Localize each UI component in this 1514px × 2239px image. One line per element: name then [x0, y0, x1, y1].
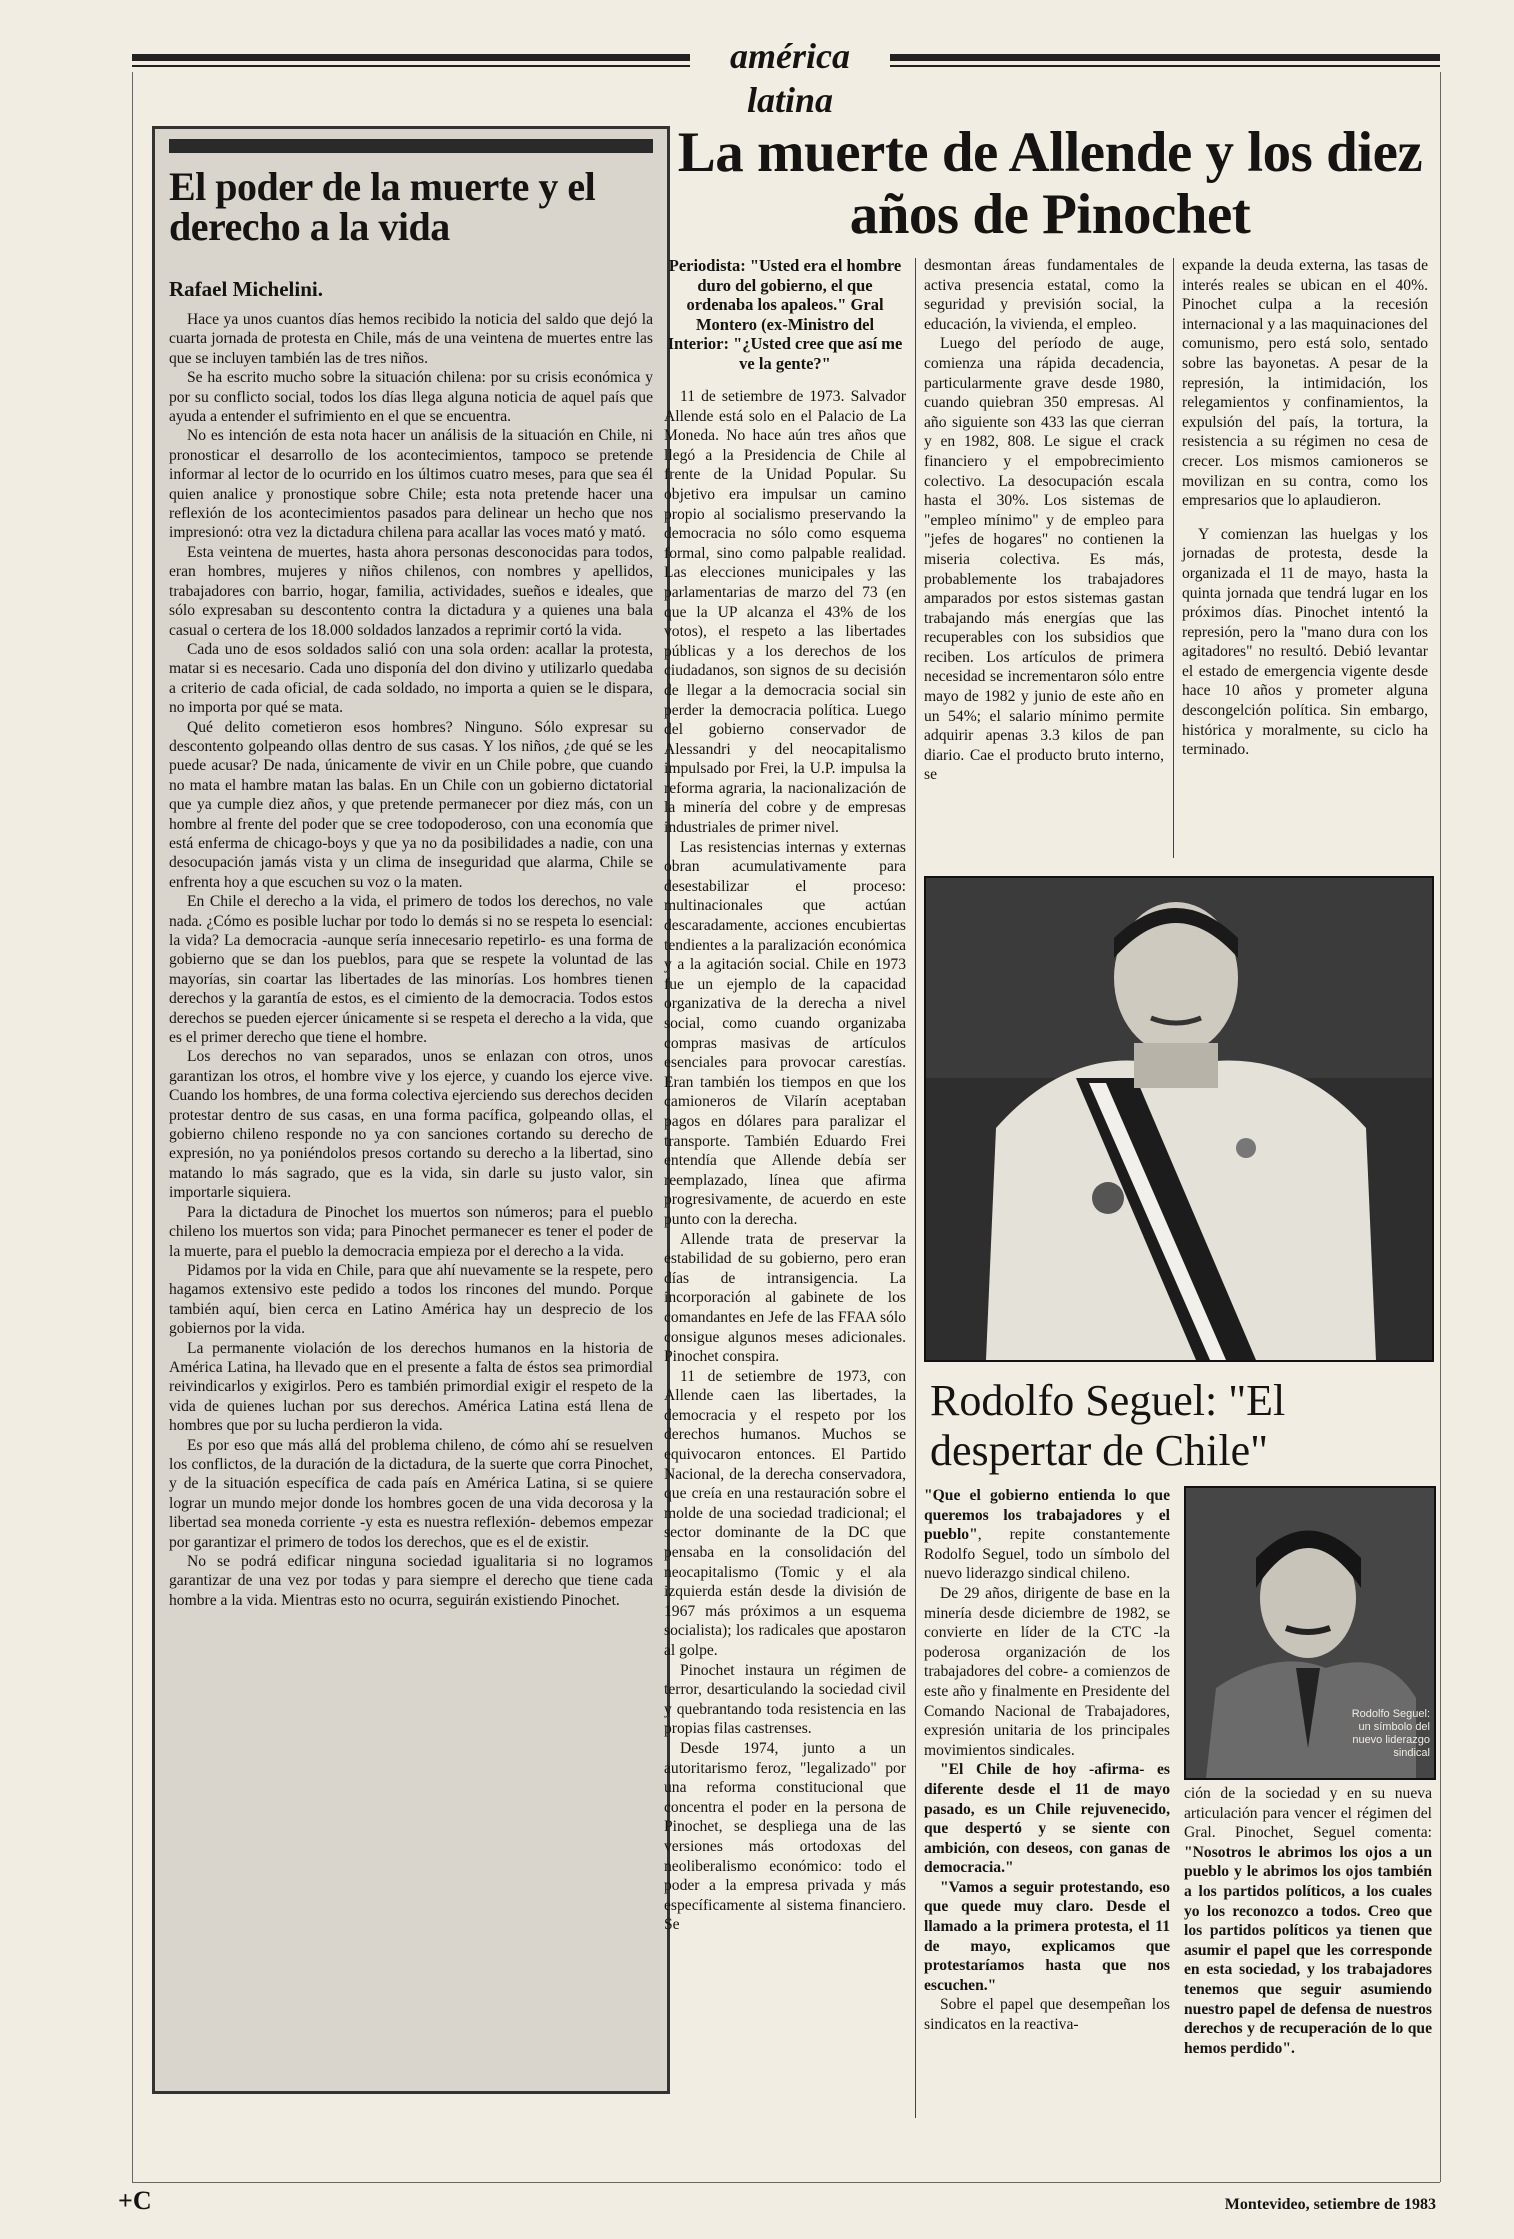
left-article-title: El poder de la muerte y el derecho a la vida — [169, 164, 596, 249]
main-paragraph: 11 de setiembre de 1973. Salvador Allende está solo en el Palacio de La Moneda. No hace aún tres años que llegó a la Presidencia de Chile al frente de la Unidad Popular. Su objetivo era impulsar un camino propio al socialismo preservando la democracia no sólo como esquema formal, sino como palpable realidad. Las elecciones municipales y las parlamentarias de marzo del 73 (en que la UP alcanza el 43% de los votos), el respeto a las libertades públicas y a los derechos de los ciudadanos, son signos de su decisión de llegar a la democracia social sin perder la democracia política. Luego del gobierno conservador de Alessandri y del neocapitalismo impulsado por Frei, la U.P. impulsa la reforma agraria, la nacionalización de la minería del cobre y de empresas industriales de primer nivel. — [664, 388, 906, 837]
left-article-author: Rafael Michelini. — [169, 277, 323, 301]
main-paragraph: desmontan áreas fundamentales de activa presencia estatal, como la seguridad y previsión social, la educación, la vivienda, el empleo. — [924, 257, 1164, 333]
left-article-box — [152, 126, 670, 2094]
seguel-right-text: ción de la sociedad y en su nueva articulación para vencer el régimen del Gral. Pinochet, Seguel comenta: — [1184, 1785, 1432, 1842]
left-article-body — [169, 310, 653, 1610]
left-paragraph: No se podrá edificar ninguna sociedad igualitaria si no logramos garantizar de una vez por todas y para siempre el derecho que tiene cada hombre a la vida. Mientras esto no ocurra, seguirán existiendo Pinochet. — [169, 1553, 653, 1609]
portrait-illustration — [926, 878, 1432, 1360]
frame-bottom — [132, 2182, 1440, 2183]
left-paragraph: En Chile el derecho a la vida, el primero de todos los derechos, no vale nada. ¿Cómo es posible luchar por todo lo demás si no se respeta lo esencial: la vida? La democracia -aunque sería innecesario repetirlo- es una forma de gobierno que se dan los pueblos, para que se respete la voluntad de las mayorías, sin coartar las libertades de las minorías. Los hombres tienen derechos y la garantía de estos, es el cimiento de la democracia. Todos estos derechos se pueden ejercer únicamente si se respeta el derecho a la vida, que es el primer derecho que tiene el hombre. — [169, 893, 653, 1047]
main-paragraph: Allende trata de preservar la estabilidad de su gobierno, pero eran días de intransigencia. La incorporación al gabinete de los comandantes en Jefe de las FFAA sólo consigue algunos meses adicionales. Pinochet conspira. — [664, 1230, 906, 1366]
seguel-photo-caption: Rodolfo Seguel: un símbolo del nuevo liderazgo sindical — [1351, 1708, 1430, 1759]
left-paragraph: Qué delito cometieron esos hombres? Ninguno. Sólo expresar su descontento golpeando ollas dentro de sus casas. Y los niños, ¿de qué se les puede acusar? De nada, únicamente de vivir en un Chile pobre, que cuando no mata el hambre matan las balas. En un Chile con un gobierno dictatorial que ya cumple diez años, y que pretende permanecer por diez más, con un hombre al frente del poder que se cree todopoderoso, con una economía que está enferma de chicago-boys y que ya no da posibilidades a nadie, con una desocupación jamás vista y un clima de inseguridad que alarma, Chile se enfrenta hoy a que escuchen su voz o la maten. — [169, 718, 653, 891]
left-paragraph: Esta veintena de muertes, hasta ahora personas desconocidas para todos, eran hombres, mujeres y niños chilenos, con nombres y apellidos, trabajadores con barrio, hogar, familia, actividades, sueños e ideales, que sólo expresaban su descontento contra la dictadura y a quienes una bala casual o certera de los 18.000 soldados lanzados a reprimir cortó la vida. — [169, 543, 653, 639]
seguel-column-1 — [924, 1486, 1170, 2035]
column-rule — [1173, 258, 1174, 858]
seguel-paragraph: "Vamos a seguir protestando, eso que quede muy claro. Desde el llamado a la primera protesta, el 11 de mayo, explicamos que protestaríamos hasta que nos escuchen." — [924, 1878, 1170, 1994]
main-paragraph: expande la deuda externa, las tasas de interés reales se ubican en el 40%. Pinochet culpa a la recesión internacional y a las maquinaciones del comunismo, pero está solo, sentado sobre las bayonetas. A pesar de la represión, la intimidación, los relegamientos y confinamientos, la expulsión del país, la tortura, la resistencia a su régimen no cesa de crecer. Los mismos camioneros se movilizan en su contra, como los empresarios que lo aplaudieron. — [1182, 257, 1428, 510]
left-paragraph: No es intención de esta nota hacer un análisis de la situación en Chile, ni pronosticar el desarrollo de los acontecimientos, tampoco se pretende informar al lector de lo ocurrido en los últimos cuatro meses, para que sea él quien analice y pronostique sobre Chile; esta nota pretende hacer una reflexión de los acontecimientos pasados para delinear un hecho que nos impresionó: otra vez la dictadura chilena para acallar las voces mató y mató. — [169, 427, 653, 542]
main-column-2 — [924, 256, 1164, 785]
left-article-topbar — [169, 139, 653, 153]
main-headline: La muerte de Allende y los diez años de Pinochet — [677, 121, 1423, 246]
main-column-3 — [1182, 256, 1428, 760]
seguel-photo — [1184, 1486, 1436, 1780]
frame-right — [1440, 72, 1441, 2182]
pinochet-photo — [924, 876, 1434, 1362]
pull-quote: Periodista: "Usted era el hombre duro del gobierno, el que ordenaba los apaleos." Gral Montero (ex-Ministro del Interior: "¿Usted cree que así me ve la gente?" — [667, 256, 903, 373]
column-rule — [915, 258, 916, 2118]
left-paragraph: Hace ya unos cuantos días hemos recibido la noticia del saldo que dejó la cuarta jornada de protesta en Chile, más de una veintena de muertes entre las que se incluyen también las de tres niños. — [169, 311, 653, 367]
main-paragraph: Las resistencias internas y externas obran acumulativamente para desestabilizar el proceso: multinacionales que actúan descaradamente, acciones encubiertas tendientes a la paralización económica y a la agitación social. Chile en 1973 fue un ejemplo de la capacidad organizativa de la derecha a nivel social, como cuando organizaba compras masivas de artículos esenciales para provocar carestías. Eran también los tiempos en que los camioneros de Vilarín aceptaban pagos en dólares para paralizar el transporte. También Eduardo Frei entendía que Allende debía ser reemplazado, línea que afirma progresivamente, de acuerdo en este punto con la derecha. — [664, 838, 906, 1228]
main-paragraph: Y comienzan las huelgas y los jornadas de protesta, desde la organizada el 11 de mayo, hasta la quinta jornada que tendrá lugar en los próximos días. Pinochet intentó la represión, pero la "mano dura con los agitadores" no resultó. Debió levantar el estado de emergencia vigente desde hace 10 años y prometer alguna descongelción política. Sin embargo, histórica y moralmente, su ciclo ha terminado. — [1182, 525, 1428, 759]
left-paragraph: Los derechos no van separados, unos se enlazan con otros, unos garantizan los otros, el hombre vive y los ejerce, y cuando los ejerce vive. Cuando los hombres, de una forma colectiva ejerciendo sus derechos deciden protestar dentro de sus casas, en una forma pacífica, golpeando ollas, el gobierno chileno responde no ya con sanciones cortando su derecho de expresión, no ya poniéndolos presos cortando su derecho a la libertad, sino matando lo más sagrado, que es la vida, sin darle su justo valor, sin importarle siquiera. — [169, 1048, 653, 1202]
header-rule-left-thin — [132, 65, 700, 67]
page-mark: +C — [118, 2186, 152, 2215]
section-title: américa latina — [690, 34, 890, 122]
seguel-right-quote: "Nosotros le abrimos los ojos a un pueblo y le abrimos los ojos también a los partidos políticos, a los cuales yo los reconozco a todos. Creo que los partidos políticos ya tienen que asumir el papel que les corresponde en esta sociedad, y los trabajadores tenemos que seguir asumiendo nuestro papel de defensa de nuestros derechos y de recuperación de lo que hemos perdido". — [1184, 1843, 1432, 2057]
seguel-paragraph: De 29 años, dirigente de base en la minería desde diciembre de 1982, se convierte en líder de la CTC -la poderosa organización de los trabajadores del cobre- a comienzos de este año y finalmente en Presidente del Comando Nacional de Trabajadores, expresión unitaria de los principales movimientos sindicales. — [924, 1584, 1170, 1759]
seguel-lead-quote: "Que el gobierno entienda lo que queremos los trabajadores y el pueblo" — [924, 1487, 1170, 1544]
left-paragraph: Se ha escrito mucho sobre la situación chilena: por su crisis económica y por su conflicto social, todos los días llega alguna noticia de aquel país que ayuda a entender el sufrimiento en el que se encuentra. — [169, 369, 653, 426]
main-paragraph: 11 de setiembre de 1973, con Allende caen las libertades, la democracia y el respeto por los derechos humanos. Muchos se equivocaron entonces. El Partido Nacional, de la derecha conservadora, que creía en una restauración sobre el molde de una sociedad tradicional; el sector dominante de la DC que pensaba en la consolidación del neocapitalismo (Tomic y el ala izquierda están desde la división de 1967 más próximos a un esquema socialista); los radicales que apostaron al golpe. — [664, 1367, 906, 1659]
left-paragraph: Cada uno de esos soldados salió con una sola orden: acallar la protesta, matar si es necesario. Cada uno disponía del don divino y utilizarlo quedaba a criterio de cada oficial, de cada soldado, no importa a quien se le dispara, no importa por qué se mata. — [169, 640, 653, 717]
header-rule-right-thin — [880, 65, 1440, 67]
dateline: Montevideo, setiembre de 1983 — [1224, 2196, 1436, 2213]
left-paragraph: La permanente violación de los derechos humanos en la historia de América Latina, ha llevado que en el presente a falta de éstos sea primordial reivindicarlos y exigirlos. Pero es también primordial exigir el respeto de la vida de quienes luchan por sus derechos. América Latina está llena de hombres que por su lucha perdieron la vida. — [169, 1339, 653, 1435]
left-paragraph: Para la dictadura de Pinochet los muertos son números; para el pueblo chileno los muertos son vida; para Pinochet permanecer es tener el poder de la muerte, para el pueblo la democracia empieza por el derecho a la vida. — [169, 1203, 653, 1260]
header-rule-right — [880, 54, 1440, 61]
seguel-paragraph: Sobre el papel que desempeñan los sindicatos en la reactiva- — [924, 1996, 1170, 2034]
main-column-1 — [664, 256, 906, 1935]
left-paragraph: Pidamos por la vida en Chile, para que ahí nuevamente se la respete, pero hagamos extensivo este pedido a todos los rincones del mundo. Porque también aquí, bien cerca en Latino América hay un desprecio de los gobiernos por la vida. — [169, 1261, 653, 1338]
seguel-paragraph: "El Chile de hoy -afirma- es diferente desde el 11 de mayo pasado, es un Chile rejuvenecido, que despertó y se siente con ambición, con deseos, con ganas de democracia." — [924, 1761, 1170, 1877]
left-paragraph: Es por eso que más allá del problema chileno, de cómo ahí se resuelven los conflictos, de la duración de la dictadura, de la suerte que corra Pinochet, y de la situación específica de cada país en América Latina, si se quiere lograr un mundo mejor donde los hombres gocen de una vida decorosa y la libertad sea moneda corriente -y esta es nuestra reflexión- debemos empezar por garantizar el primero de todos los derechos, que es el de existir. — [169, 1436, 653, 1551]
seguel-lead-text: , repite constantemente Rodolfo Seguel, todo un símbolo del nuevo liderazgo sindical chileno. — [924, 1526, 1170, 1583]
seguel-headline: Rodolfo Seguel: "El despertar de Chile" — [930, 1376, 1286, 1475]
main-paragraph: Pinochet instaura un régimen de terror, desarticulando la sociedad civil y quebrantando toda resistencia en las propias filas castrenses. — [664, 1661, 906, 1738]
main-paragraph: Desde 1974, junto a un autoritarismo feroz, "legalizado" por una reforma constitucional que concentra el poder en la persona de Pinochet, se despliega una de las versiones más ortodoxas del neoliberalismo económico: todo el poder a la empresa privada y más específicamente al sistema financiero. Se — [664, 1739, 906, 1934]
main-paragraph: Luego del período de auge, comienza una rápida decadencia, particularmente grave desde 1980, cuando quiebran 350 empresas. Al año siguiente son 433 las que cierran y en 1982, 808. Le sigue el crack financiero y el empobrecimiento colectivo. La desocupación escala hasta el 30%. Los sistemas de "empleo mínimo" y de empleo para "jefes de hogares" no contienen la miseria colectiva. Es más, probablemente los trabajadores amparados por estos sistemas gastan trabajando más energías que las recuperables con los subsidios que reciben. Los artículos de primera necesidad se incrementaron sólo entre mayo de 1982 y junio de este año en un 54%; el salario mínimo permite adquirir apenas 3.3 kilos de pan diario. Cae el producto bruto interno, se — [924, 335, 1164, 784]
frame-left — [132, 72, 133, 2182]
header-rule-left — [132, 54, 700, 61]
seguel-column-2 — [1184, 1784, 1432, 2058]
